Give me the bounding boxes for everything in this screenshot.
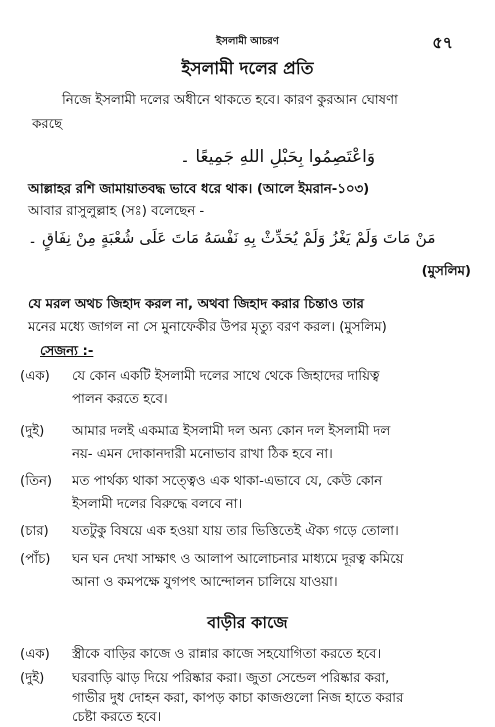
therefore-label: সেজন্য :- <box>40 344 94 359</box>
item-line: আনা ও কমপক্ষে যুগপৎ আন্দোলন চালিয়ে যাওয়া। <box>72 575 338 590</box>
intro-line-1: নিজে ইসলামী দলের অধীনে থাকতে হবে। কারণ কুরআন ঘোষণা <box>62 93 398 108</box>
translation-line-2: আবার রাসুলুল্লাহ (সঃ) বলেছেন - <box>28 204 205 219</box>
item-label: (তিন) <box>20 474 53 489</box>
item-label: (দুই) <box>20 671 45 686</box>
item-label: (পাঁচ) <box>20 552 51 567</box>
running-head <box>0 30 495 50</box>
item-line: গাভীর দুধ দোহন করা, কাপড় কাচা কাজগুলো নিজ হাতে করার <box>72 691 404 706</box>
item-label: (এক) <box>20 369 50 384</box>
running-head-title: ইসলামী আচরণ <box>216 36 279 47</box>
arabic-verse: وَاعْتَصِمُوا بِحَبْلِ اللهِ جَمِيعًا ۔ <box>179 147 376 167</box>
item-label: (এক) <box>20 647 50 662</box>
hadith-meaning-line-2: মনের মধ্যে জাগল না সে মুনাফেকীর উপর মৃত্যু বরণ করল। (মুসলিম) <box>28 320 387 335</box>
item-line: চেষ্টা করতে হবে। <box>72 710 162 725</box>
item-line: ঘন ঘন দেখা সাক্ষাৎ ও আলাপ আলোচনার মাধ্যমে দূরত্ব কমিয়ে <box>72 552 404 567</box>
item-line: ঘরবাড়ি ঝাড় দিয়ে পরিষ্কার করা। জুতা সেন্ডেল পরিষ্কার করা, <box>72 671 390 686</box>
section-heading-household: বাড়ীর কাজে <box>207 613 288 632</box>
arabic-hadith: مَنْ مَاتَ وَلَمْ يَغْزُ وَلَمْ يُحَدِّثْ بِهِ نَفْسَهُ مَاتَ عَلَى شُعْبَةٍ مِنْ نِفَاقٍ ۔ <box>28 229 436 247</box>
item-line: নয়- এমন দোকানদারী মনোভাব রাখা ঠিক হবে না। <box>72 447 333 462</box>
hadith-citation: (মুসলিম) <box>421 264 471 279</box>
item-label: (চার) <box>20 524 49 539</box>
intro-line-2: করছে <box>32 117 63 132</box>
page-number: ৫৭ <box>432 33 453 52</box>
item-line: স্ত্রীকে বাড়ির কাজে ও রান্নার কাজে সহযোগিতা করতে হবে। <box>72 647 382 662</box>
item-label: (দুই) <box>20 424 45 439</box>
item-line: যে কোন একটি ইসলামী দলের সাথে থেকে জিহাদের দায়িত্ব <box>72 369 380 384</box>
hadith-meaning-line-1: যে মরল অথচ জিহাদ করল না, অথবা জিহাদ করার চিন্তাও তার <box>28 297 364 312</box>
item-line: মত পার্থক্য থাকা সত্ত্বেও এক থাকা-এভাবে যে, কেউ কোন <box>72 474 383 489</box>
section-heading-islamic-party: ইসলামী দলের প্রতি <box>181 59 314 79</box>
item-line: ইসলামী দলের বিরুদ্ধে বলবে না। <box>72 497 243 512</box>
translation-line-1 <box>28 181 475 199</box>
item-line: আমার দলই একমাত্র ইসলামী দল অন্য কোন দল ইসলামী দল <box>72 424 391 439</box>
translation-text: আল্লাহর রশি জামায়াতবদ্ধ ভাবে ধরে থাক। (আলে ইমরান-১০৩) <box>28 182 370 197</box>
item-line: পালন করতে হবে। <box>72 392 168 407</box>
item-line: যতটুকু বিষয়ে এক হওয়া যায় তার ভিত্তিতেই ঐক্য গড়ে তোলা। <box>72 524 399 539</box>
